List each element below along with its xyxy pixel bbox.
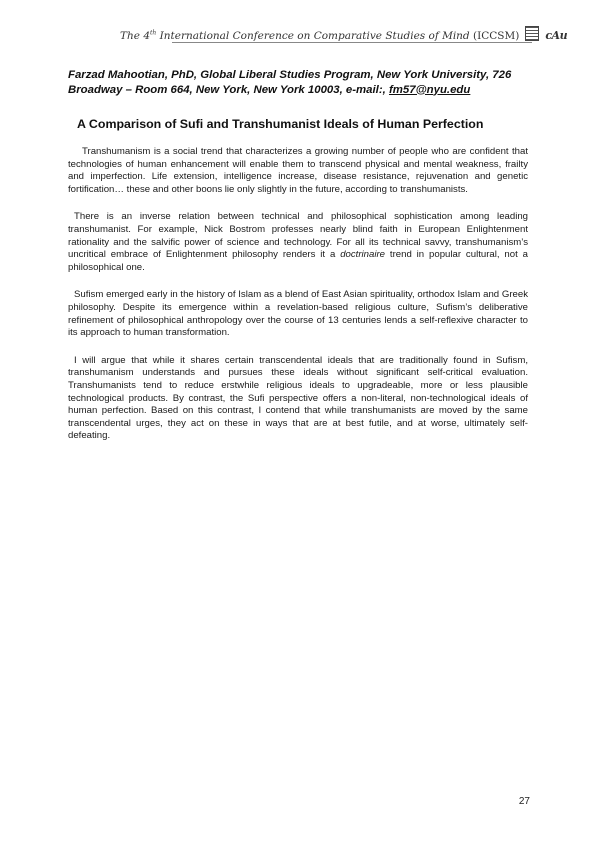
paragraph-4: I will argue that while it shares certain transcendental ideals that are traditionally found in Sufism, transhumanism understands and pursues these ideals without significant self-critical evaluation. Transhumanists tend to reduce erstwhile religious ideals to upgradeable, more or less plausible technological products. By contrast, the Sufi perspective offers a non-literal, non-technological ideals of human perfection. Based on this contrast, I contend that while transhumanists are moved by the same transcendental urges, they act on these in ways that are at best futile, and at worse, ultimately self-defeating. [68, 354, 528, 442]
paragraph-2: There is an inverse relation between technical and philosophical sophistication among leading transhumanist. For example, Nick Bostrom professes nearly blind faith in European Enlightenment rationality and the salvific power of science and technology. For all its technical savvy, transhumanism’s uncritical embrace of Enlightenment philosophy renders it a doctrinaire trend in popular cultural, not a philosophical one. [68, 211, 528, 273]
author-affiliation [68, 68, 538, 97]
running-header [120, 26, 568, 42]
conference-name: The 4th International Conference on Comparative Studies of Mind (ICCSM) [120, 29, 520, 42]
paragraph-3: Sufism emerged early in the history of Islam as a blend of East Asian spirituality, orthodox Islam and Greek philosophy. Despite its emergence within a revelation-based religious culture, Sufism’s deliberative refinement of philosophical anthropology over the course of 13 centuries lends a self-reflexive character to its approach to human transformation. [68, 289, 528, 339]
script-logo: cAu [545, 29, 568, 42]
paper-title: A Comparison of Sufi and Transhumanist Ideals of Human Perfection [77, 117, 484, 131]
author-line: Farzad Mahootian, PhD, Global Liberal Studies Program, New York University, 726 Broadway – Room 664, New York, New York 10003, e-mail:, [68, 69, 512, 96]
paragraph-1: Transhumanism is a social trend that characterizes a growing number of people who are confident that technologies of human enhancement will enable them to transcend physical and mental weakness, frailty and imperfection. Life extension, intelligence increase, disease resistance, rejuvenation and genetic fortification… these and other boons lie only slightly in the future, according to transhumanists. [68, 146, 528, 195]
abstract-body [68, 146, 528, 458]
page-number: 27 [518, 796, 530, 807]
author-email[interactable]: fm57@nyu.edu [388, 83, 471, 96]
header-rule [172, 42, 532, 43]
building-logo-icon [525, 26, 539, 41]
